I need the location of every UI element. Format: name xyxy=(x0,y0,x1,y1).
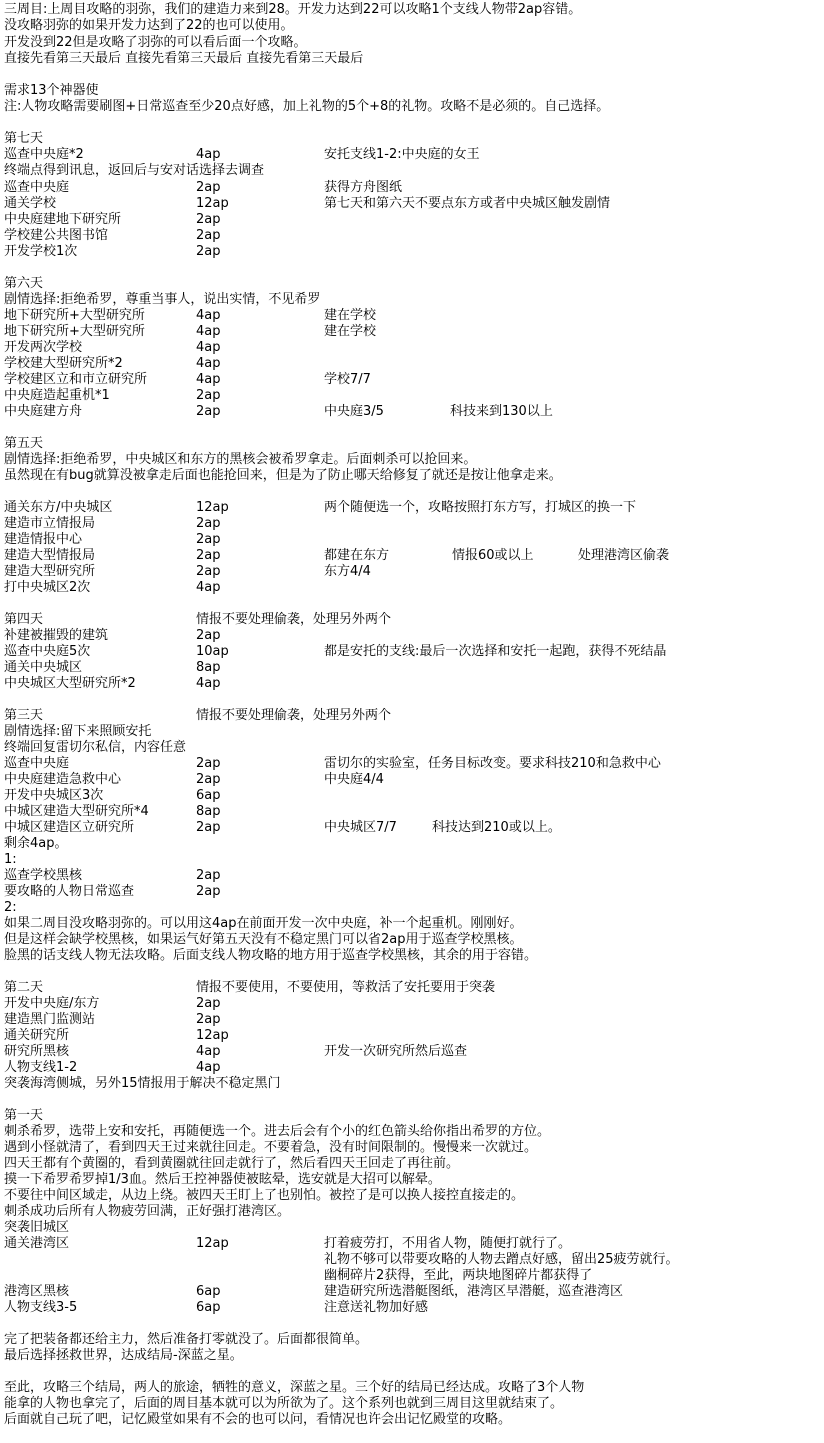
day6-title: 第六天 xyxy=(4,276,44,291)
day1-ap: 12ap xyxy=(196,1236,229,1251)
day3-line: 剧情选择:留下来照顾安托 xyxy=(4,724,152,739)
day6-ap: 4ap xyxy=(196,356,221,371)
day6-ap: 4ap xyxy=(196,340,221,355)
day5-ap: 4ap xyxy=(196,580,221,595)
day1-task: 通关港湾区 xyxy=(4,1236,70,1251)
day3-note: 中央庭4/4 xyxy=(324,772,384,787)
day5-extra: 处理港湾区偷袭 xyxy=(578,548,670,563)
day7-ap: 4ap xyxy=(196,147,221,162)
day7-task: 中央庭建地下研究所 xyxy=(4,212,122,227)
day3-option-label: 1: xyxy=(4,852,17,867)
day7-task: 巡查中央庭*2 xyxy=(4,147,84,162)
day3-task: 中央庭建造急救中心 xyxy=(4,772,122,787)
intro-line: 没攻略羽弥的如果开发力达到了22的也可以使用。 xyxy=(4,18,294,33)
day5-ap: 2ap xyxy=(196,548,221,563)
day3-note: 中央城区7/7 xyxy=(324,820,397,835)
day6-extra: 科技来到130以上 xyxy=(450,404,553,419)
day3-ap: 8ap xyxy=(196,804,221,819)
day4-ap: 2ap xyxy=(196,628,221,643)
day3-option-ap: 2ap xyxy=(196,884,221,899)
day4-task: 巡查中央庭5次 xyxy=(4,644,91,659)
day3-line: 终端回复雷切尔私信，内容任意 xyxy=(4,740,187,755)
day3-option-line: 但是这样会缺学校黑核，如果运气好第五天没有不稳定黑门可以省2ap用于巡查学校黑核。 xyxy=(4,932,523,947)
conclusion-line: 能拿的人物也拿完了，后面的周目基本就可以为所欲为了。这个系列也就到三周目这里就结束了。 xyxy=(4,1396,564,1411)
day1-note: 幽桐碎片2获得，至此，两块地图碎片都获得了 xyxy=(324,1268,593,1283)
day5-extra: 情报60或以上 xyxy=(452,548,534,563)
day1-line: 突袭旧城区 xyxy=(4,1220,70,1235)
day2-task: 人物支线1-2 xyxy=(4,1060,78,1075)
day7-title: 第七天 xyxy=(4,131,44,146)
day3-option-line: 如果二周目没攻略羽弥的。可以用这4ap在前面开发一次中央庭，补一个起重机。刚刚好。 xyxy=(4,916,523,931)
intro-line: 开发没到22但是攻略了羽弥的可以看后面一个攻略。 xyxy=(4,35,307,50)
day5-task: 建造大型研究所 xyxy=(4,564,96,579)
day1-task: 港湾区黑核 xyxy=(4,1284,70,1299)
day5-task: 通关东方/中央城区 xyxy=(4,500,113,515)
day5-task: 建造情报中心 xyxy=(4,532,83,547)
day7-ap: 2ap xyxy=(196,244,221,259)
day5-title: 第五天 xyxy=(4,436,44,451)
day2-task: 通关研究所 xyxy=(4,1028,70,1043)
day3-title: 第三天 xyxy=(4,708,44,723)
day5-ap: 2ap xyxy=(196,532,221,547)
note: 注:人物攻略需要刷图+日常巡查至少20点好感，加上礼物的5个+8的礼物。攻略不是必须的。自己选择。 xyxy=(4,99,610,114)
day3-option-task: 巡查学校黑核 xyxy=(4,868,83,883)
day3-option-label: 2: xyxy=(4,900,17,915)
day7-task: 巡查中央庭 xyxy=(4,180,70,195)
day7-task: 学校建公共图书馆 xyxy=(4,228,109,243)
day2-task: 研究所黑核 xyxy=(4,1044,70,1059)
day5-note: 都建在东方 xyxy=(324,548,390,563)
day5-task: 建造大型情报局 xyxy=(4,548,96,563)
day6-task: 学校建区立和市立研究所 xyxy=(4,372,148,387)
requirement: 需求13个神器使 xyxy=(4,83,99,98)
day4-header-note: 情报不要处理偷袭，处理另外两个 xyxy=(196,612,392,627)
day6-ap: 2ap xyxy=(196,404,221,419)
day2-note: 开发一次研究所然后巡查 xyxy=(324,1044,468,1059)
day6-note: 学校7/7 xyxy=(324,372,371,387)
day4-task: 中央城区大型研究所*2 xyxy=(4,676,136,691)
day3-ap: 6ap xyxy=(196,788,221,803)
day5-story: 剧情选择:拒绝希罗，中央城区和东方的黑核会被希罗拿走。后面刺杀可以抢回来。 xyxy=(4,452,477,467)
day1-line: 遇到小怪就清了，看到四天王过来就往回走。不要着急，没有时间限制的。慢慢来一次就过。 xyxy=(4,1140,538,1155)
day2-ap: 4ap xyxy=(196,1044,221,1059)
day7-note: 第七天和第六天不要点东方或者中央城区触发剧情 xyxy=(324,196,611,211)
day1-note: 注意送礼物加好感 xyxy=(324,1300,429,1315)
day5-task: 打中央城区2次 xyxy=(4,580,91,595)
day1-ap: 6ap xyxy=(196,1300,221,1315)
day1-line: 四天王都有个黄圈的，看到黄圈就往回走就行了，然后看四天王回走了再往前。 xyxy=(4,1156,460,1171)
day3-option-task: 要攻略的人物日常巡查 xyxy=(4,884,135,899)
day1-ap: 6ap xyxy=(196,1284,221,1299)
day3-ap: 2ap xyxy=(196,756,221,771)
day4-task: 补建被摧毁的建筑 xyxy=(4,628,109,643)
day7-task: 通关学校 xyxy=(4,196,57,211)
day5-ap: 2ap xyxy=(196,516,221,531)
day3-task: 中城区建造大型研究所*4 xyxy=(4,804,149,819)
day3-task: 巡查中央庭 xyxy=(4,756,70,771)
ending-line: 完了把装备都还给主力，然后准备打零就没了。后面都很简单。 xyxy=(4,1332,369,1347)
conclusion-line: 后面就自己玩了吧，记忆殿堂如果有不会的也可以问，看情况也许会出记忆殿堂的攻略。 xyxy=(4,1412,512,1427)
day4-title: 第四天 xyxy=(4,612,44,627)
day2-task: 开发中央庭/东方 xyxy=(4,996,100,1011)
day6-task: 剧情选择:拒绝希罗，尊重当事人，说出实情，不见希罗 xyxy=(4,292,321,307)
day7-task: 终端点得到讯息，返回后与安对话选择去调查 xyxy=(4,163,265,178)
day6-note: 建在学校 xyxy=(324,324,377,339)
day7-ap: 2ap xyxy=(196,212,221,227)
day3-header-note: 情报不要处理偷袭，处理另外两个 xyxy=(196,708,392,723)
day6-task: 中央庭造起重机*1 xyxy=(4,388,110,403)
day4-task: 通关中央城区 xyxy=(4,660,83,675)
day1-note: 礼物不够可以带要攻略的人物去蹭点好感，留出25疲劳就行。 xyxy=(324,1252,679,1267)
day3-option-line: 脸黑的话支线人物无法攻略。后面支线人物攻略的地方用于巡查学校黑核，其余的用于容错。 xyxy=(4,948,538,963)
day5-ap: 12ap xyxy=(196,500,229,515)
day6-task: 地下研究所+大型研究所 xyxy=(4,324,145,339)
day1-line: 刺杀成功后所有人物疲劳回满，正好强打港湾区。 xyxy=(4,1204,291,1219)
day6-task: 地下研究所+大型研究所 xyxy=(4,308,145,323)
day4-ap: 4ap xyxy=(196,676,221,691)
day3-option-ap: 2ap xyxy=(196,868,221,883)
day3-ap: 2ap xyxy=(196,772,221,787)
day7-ap: 2ap xyxy=(196,180,221,195)
day2-task: 建造黑门监测站 xyxy=(4,1012,96,1027)
day1-line: 刺杀希罗，选带上安和安托，再随便选一个。进去后会有个小的红色箭头给你指出希罗的方位。 xyxy=(4,1124,551,1139)
day1-line: 不要往中间区域走，从边上绕。被四天王盯上了也别怕。被控了是可以换人接控直接走的。 xyxy=(4,1188,525,1203)
day2-ap: 2ap xyxy=(196,1012,221,1027)
day1-line: 摸一下希罗希罗掉1/3血。然后王控神器使被眩晕，选安就是大招可以解晕。 xyxy=(4,1172,441,1187)
day1-note: 建造研究所选潜艇图纸，港湾区早潜艇，巡查港湾区 xyxy=(324,1284,624,1299)
day5-note: 东方4/4 xyxy=(324,564,371,579)
day1-task: 人物支线3-5 xyxy=(4,1300,78,1315)
day3-remaining: 剩余4ap。 xyxy=(4,836,68,851)
day4-note: 都是安托的支线:最后一次选择和安托一起跑，获得不死结晶 xyxy=(324,644,667,659)
day6-task: 开发两次学校 xyxy=(4,340,83,355)
day3-extra: 科技达到210或以上。 xyxy=(432,820,561,835)
day3-task: 开发中央城区3次 xyxy=(4,788,104,803)
day7-task: 开发学校1次 xyxy=(4,244,78,259)
day5-note: 两个随便选一个，攻略按照打东方写，打城区的换一下 xyxy=(324,500,637,515)
day2-title: 第二天 xyxy=(4,980,44,995)
day6-task: 学校建大型研究所*2 xyxy=(4,356,123,371)
conclusion-line: 至此，攻略三个结局，两人的旅途，牺牲的意义，深蓝之星。三个好的结局已经达成。攻略了3个人物 xyxy=(4,1380,585,1395)
day2-header-note: 情报不要使用，不要使用，等救活了安托要用于突袭 xyxy=(196,980,496,995)
day6-ap: 4ap xyxy=(196,372,221,387)
day6-ap: 4ap xyxy=(196,324,221,339)
day6-task: 中央庭建方舟 xyxy=(4,404,83,419)
day2-raid: 突袭海湾侧城，另外15情报用于解决不稳定黑门 xyxy=(4,1076,281,1091)
day5-ap: 2ap xyxy=(196,564,221,579)
day7-note: 安托支线1-2:中央庭的女王 xyxy=(324,147,480,162)
day3-note: 雷切尔的实验室，任务目标改变。要求科技210和急救中心 xyxy=(324,756,661,771)
day3-task: 中城区建造区立研究所 xyxy=(4,820,135,835)
day4-ap: 10ap xyxy=(196,644,229,659)
day2-ap: 2ap xyxy=(196,996,221,1011)
day5-bug-note: 虽然现在有bug就算没被拿走后面也能抢回来，但是为了防止哪天给修复了就还是按让他拿走来。 xyxy=(4,468,562,483)
day6-note: 中央庭3/5 xyxy=(324,404,384,419)
day6-ap: 2ap xyxy=(196,388,221,403)
day7-note: 获得方舟图纸 xyxy=(324,180,403,195)
day6-note: 建在学校 xyxy=(324,308,377,323)
intro-line: 三周目:上周目攻略的羽弥，我们的建造力来到28。开发力达到22可以攻略1个支线人物带2ap容错。 xyxy=(4,2,582,17)
day1-note: 打着疲劳打，不用省人物，随便打就行了。 xyxy=(324,1236,572,1251)
day5-task: 建造市立情报局 xyxy=(4,516,96,531)
ending-line: 最后选择拯救世界，达成结局-深蓝之星。 xyxy=(4,1348,243,1363)
day2-ap: 4ap xyxy=(196,1060,221,1075)
day1-title: 第一天 xyxy=(4,1108,44,1123)
day7-ap: 12ap xyxy=(196,196,229,211)
intro-line: 直接先看第三天最后 直接先看第三天最后 直接先看第三天最后 xyxy=(4,51,364,66)
day4-ap: 8ap xyxy=(196,660,221,675)
day7-ap: 2ap xyxy=(196,228,221,243)
day2-ap: 12ap xyxy=(196,1028,229,1043)
day3-ap: 2ap xyxy=(196,820,221,835)
day6-ap: 4ap xyxy=(196,308,221,323)
